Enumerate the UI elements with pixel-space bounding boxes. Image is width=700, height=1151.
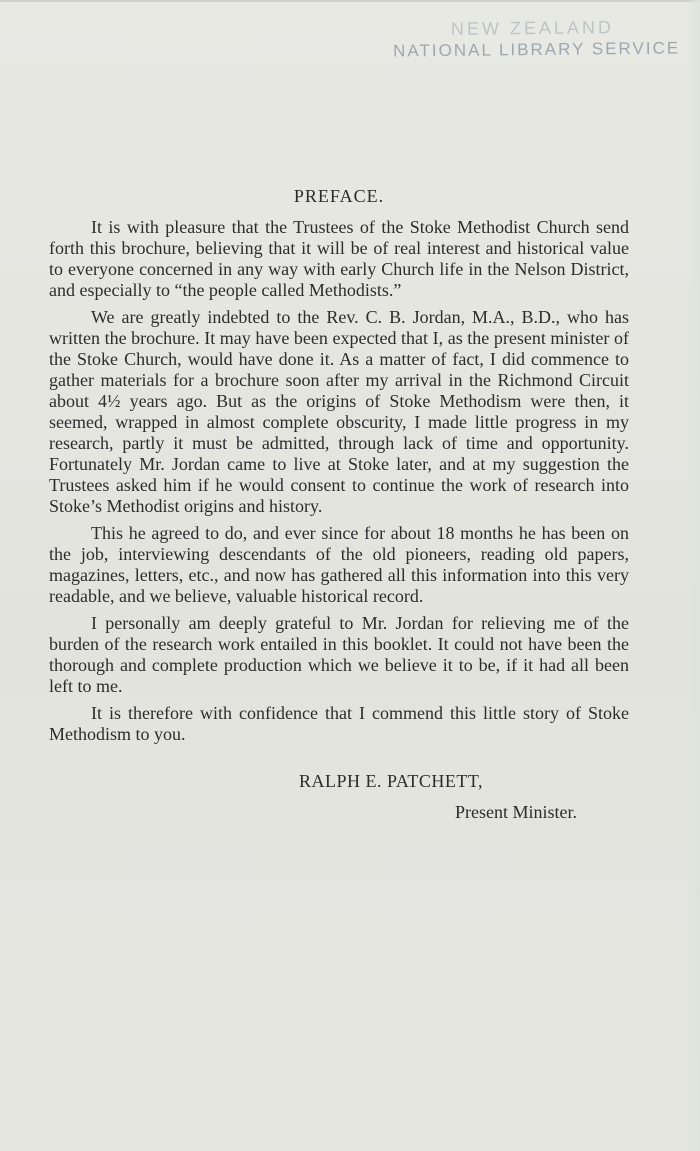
page-right-edge <box>686 0 700 1151</box>
paragraph-2: We are greatly indebted to the Rev. C. B. Jordan, M.A., B.D., who has written the brochure. It may have been expected that I, as the present minister of the Stoke Church, would have done it. As a matter of fact, I did commence to gather materials for a brochure soon after my arrival in the Richmond Circuit about 4½ years ago. But as the origins of Stoke Methodism were then, it seemed, wrapped in almost complete obscurity, I made little progress in my research, partly it must be admitted, through lack of time and opportunity. Fortunately Mr. Jordan came to live at Stoke later, and at my suggestion the Trustees asked him if he would consent to continue the work of research into Stoke’s Methodist origins and history. <box>49 307 629 516</box>
signature-block <box>49 771 629 823</box>
paragraph-1: It is with pleasure that the Trustees of the Stoke Methodist Church send forth this brochure, believing that it will be of real interest and historical value to everyone concerned in any way with early Church life in the Nelson District, and especially to “the people called Methodists.” <box>49 217 629 300</box>
page-top-edge <box>0 0 700 2</box>
paragraph-5: It is therefore with confidence that I commend this little story of Stoke Methodism to you. <box>49 703 629 744</box>
paragraph-3: This he agreed to do, and ever since for about 18 months he has been on the job, interviewing descendants of the old pioneers, reading old papers, magazines, letters, etc., and now has gathered all this information into this very readable, and we believe, valuable historical record. <box>49 523 629 606</box>
library-stamp <box>393 16 680 61</box>
preface-content <box>49 186 629 823</box>
paragraph-4: I personally am deeply grateful to Mr. Jordan for relieving me of the burden of the research work entailed in this booklet. It could not have been the thorough and complete production which we believe it to be, if it had all been left to me. <box>49 613 629 696</box>
page-title: PREFACE. <box>293 186 385 206</box>
stamp-line-2: NATIONAL LIBRARY SERVICE <box>392 38 681 61</box>
stamp-line-1: NEW ZEALAND <box>450 17 614 39</box>
signature-name: RALPH E. PATCHETT, <box>299 771 484 791</box>
signature-role: Present Minister. <box>455 802 577 822</box>
